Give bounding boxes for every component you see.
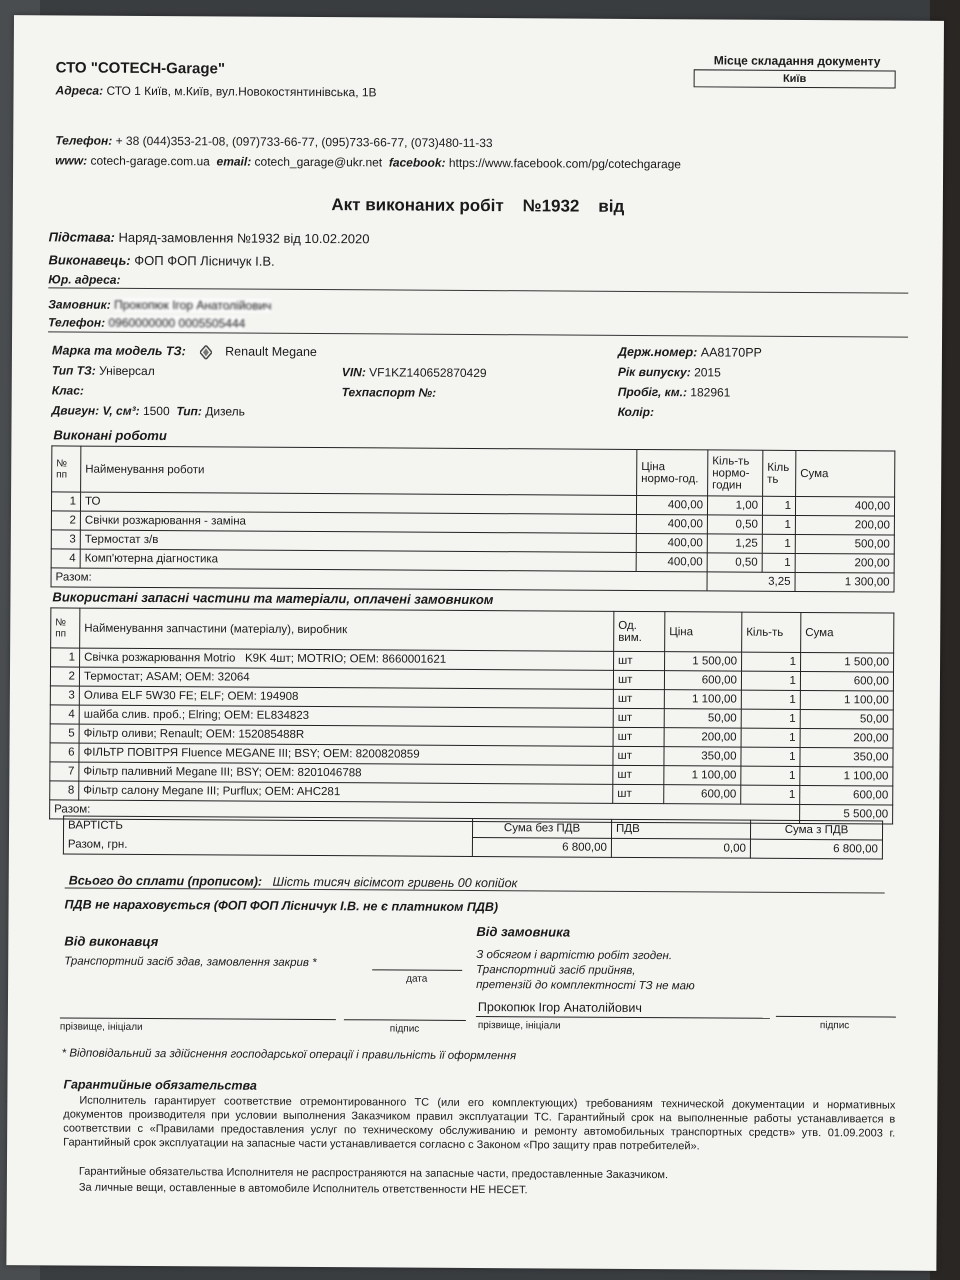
company-phones: Телефон: + 38 (044)353-21-08, (097)733-66-77, (095)733-66-77, (073)480-11-33 (55, 133, 493, 151)
vehicle-engine-row: Двигун: V, см³: 1500 Тип: Дизель (51, 403, 246, 419)
customer-name-line (476, 1016, 770, 1019)
parts-col-sum: Сума (801, 612, 894, 653)
cost-values-row: Разом, грн. 6 800,00 0,00 6 800,00 (63, 835, 882, 859)
table-row: 3 Олива ELF 5W30 FE; ELF; OEM: 194908 шт 1 100,00 1 1 100,00 (50, 686, 893, 710)
table-row: 2 Свічки розжарювання - заміна 400,00 0,50 1 200,00 (51, 511, 894, 535)
table-row: 8 Фільтр салону Megane III; Purflux; OEM: AHC281 шт 600,00 1 600,00 (50, 781, 893, 805)
parts-header-row (51, 608, 894, 653)
parts-section-title: Використані запасні частини та матеріали, оплачені замовником (52, 589, 494, 608)
vat-note: ПДВ не нараховується (ФОП ФОП Лісничук І.В. не є платником ПДВ) (64, 897, 499, 915)
works-col-price: Ціна нормо-год. (637, 449, 708, 495)
table-row: 1 Свічка розжарювання Motrio K9K 4шт; MOTRIO; OEM: 8660001621 шт 1 500,00 1 1 500,00 (51, 648, 894, 672)
date-line (372, 969, 462, 971)
parts-col-price: Ціна (665, 612, 742, 652)
works-section-title: Виконані роботи (53, 427, 167, 444)
table-row: 3 Термостат з/в 400,00 1,25 1 500,00 (51, 530, 894, 554)
vehicle-plate-row: Держ.номер: AA8170PP (617, 344, 762, 360)
vehicle-color-row: Колір: (617, 404, 655, 420)
table-row: 2 Термостат; ASAM; OEM: 32064 шт 600,00 1 600,00 (50, 667, 893, 691)
parts-col-unit: Од. вим. (614, 611, 665, 651)
customer-title: Від замовника (476, 924, 571, 940)
company-address: Адреса: СТО 1 Київ, м.Київ, вул.Новокостянтинівська, 1В (55, 83, 377, 100)
warranty-title: Гарантийные обязательства (63, 1077, 257, 1093)
document-title: Акт виконаних робіт №1932 від (331, 195, 625, 216)
works-table (51, 445, 896, 592)
works-col-hours: Кіль-ть нормо-годин (708, 450, 763, 496)
footnote: * Відповідальний за здійснення господарської операції і правильність її оформлення (61, 1047, 517, 1063)
table-row: 1 ТО 400,00 1,00 1 400,00 (51, 492, 894, 516)
customer-name-label: прізвище, ініціали (477, 1020, 561, 1032)
customer-sign-line (776, 1016, 896, 1018)
company-name: СТО "COTECH-Garage" (55, 59, 226, 78)
executor-name-label: прізвище, ініціали (59, 1021, 143, 1033)
parts-col-name: Найменування запчастини (матеріалу), виробник (80, 608, 614, 651)
customer-name: Прокопюк Ігор Анатолійович (477, 1000, 642, 1016)
renault-logo-icon (200, 345, 212, 359)
vehicle-vin-row: VIN: VF1KZ140652870429 (341, 365, 487, 381)
works-col-sum: Сума (796, 450, 895, 497)
warranty-paragraph-2: Гарантийные обязательства Исполнителя не распространяются на запасные части, предоставленные Заказчиком. (78, 1165, 669, 1182)
parts-table (49, 607, 894, 824)
cost-header-row: ВАРТІСТЬ Сума без ПДВ ПДВ Сума з ПДВ (64, 816, 883, 840)
works-total-row: Разом: 3,25 1 300,00 (51, 568, 894, 592)
parts-col-qty: Кіль-ть (742, 612, 801, 652)
legal-address-row: Юр. адреса: (48, 272, 121, 287)
customer-sign-label: підпис (819, 1020, 850, 1032)
warranty-paragraph-1: Исполнитель гарантирует соответствие отремонтированного ТС (или его комплектующих) требованиям технической документации и нормативных документов производителя при условии выполнения Заказчиком правил эксплуатации ТС. Гарантийный срок на выполненные работы устанавливается в соответствии с «Правилами предоставления услуг по техническому обслуживанию и ремонту автомобильных транспортных средств» утв. 01.09.2003 г. Гарантийный срок эксплуатации на запасные части устанавливается согласно с Законом «Про защиту прав потребителей». (63, 1094, 896, 1153)
vehicle-type-row: Тип ТЗ: Універсал (51, 363, 155, 379)
table-row: 7 Фільтр паливний Megane III; BSY; OEM: 8201046788 шт 1 100,00 1 1 100,00 (50, 762, 893, 786)
works-col-qty: Кіль ть (763, 450, 796, 496)
place-label: Місце складання документу (713, 53, 881, 69)
executor-sign-line (344, 1019, 466, 1021)
executor-name-line (60, 1017, 336, 1020)
works-col-num: № пп (52, 446, 81, 492)
date-label: дата (406, 973, 428, 985)
table-row: 6 ФІЛЬТР ПОВІТРЯ Fluence MEGANE III; BSY; OEM: 8200820859 шт 350,00 1 350,00 (50, 743, 893, 767)
executor-row: Виконавець: ФОП ФОП Лісничук І.В. (48, 252, 275, 269)
executor-sign-label: підпис (389, 1023, 420, 1035)
executor-title: Від виконавця (64, 933, 159, 950)
table-row: 4 шайба слив. проб.; Elring; OEM: EL834823 шт 50,00 1 50,00 (50, 705, 893, 729)
vehicle-class-row: Клас: (51, 383, 84, 398)
works-col-name: Найменування роботи (81, 446, 637, 495)
basis-row: Підстава: Наряд-замовлення №1932 від 10.02.2020 (48, 229, 370, 247)
works-header-row (52, 446, 895, 497)
vehicle-passport-row: Техпаспорт №: (341, 385, 437, 400)
vehicle-model-row: Марка та модель ТЗ: Renault Megane (51, 343, 317, 360)
company-web: www: cotech-garage.com.ua email: cotech_garage@ukr.net facebook: https://www.facebook.com/pg/cotechgarage (55, 153, 682, 172)
customer-phone-row: Телефон: 0960000000 0005505444 (48, 315, 246, 331)
divider (48, 331, 908, 337)
executor-text: Транспортний засіб здав, замовлення закрив * (64, 955, 317, 970)
warranty-paragraph-3: За личные вещи, оставленные в автомобиле Исполнитель ответственности НЕ НЕСЕТ. (78, 1181, 528, 1197)
vehicle-year-row: Рік випуску: 2015 (617, 364, 721, 380)
divider (48, 287, 908, 293)
in-words-row: Всього до сплати (прописом): Шість тисяч вісімсот гривень 00 копійок (68, 873, 518, 891)
table-row: 5 Фільтр оливи; Renault; OEM: 152085488R шт 200,00 1 200,00 (50, 724, 893, 748)
cost-table (63, 815, 883, 859)
table-row: 4 Комп'ютерна діагностика 400,00 0,50 1 200,00 (51, 549, 894, 573)
vehicle-mileage-row: Пробіг, км.: 182961 (617, 384, 731, 400)
place-value: Київ (694, 69, 896, 88)
parts-total-row: Разом: 5 500,00 (50, 800, 893, 824)
parts-col-num: № пп (51, 608, 80, 648)
customer-text: З обсягом і вартістю робіт згоден. Транспортний засіб прийняв, претензій до комплектності ТЗ не маю (476, 949, 695, 993)
customer-row: Замовник: Прокопюк Ігор Анатолійович (48, 297, 272, 313)
document-sheet (6, 15, 944, 1271)
